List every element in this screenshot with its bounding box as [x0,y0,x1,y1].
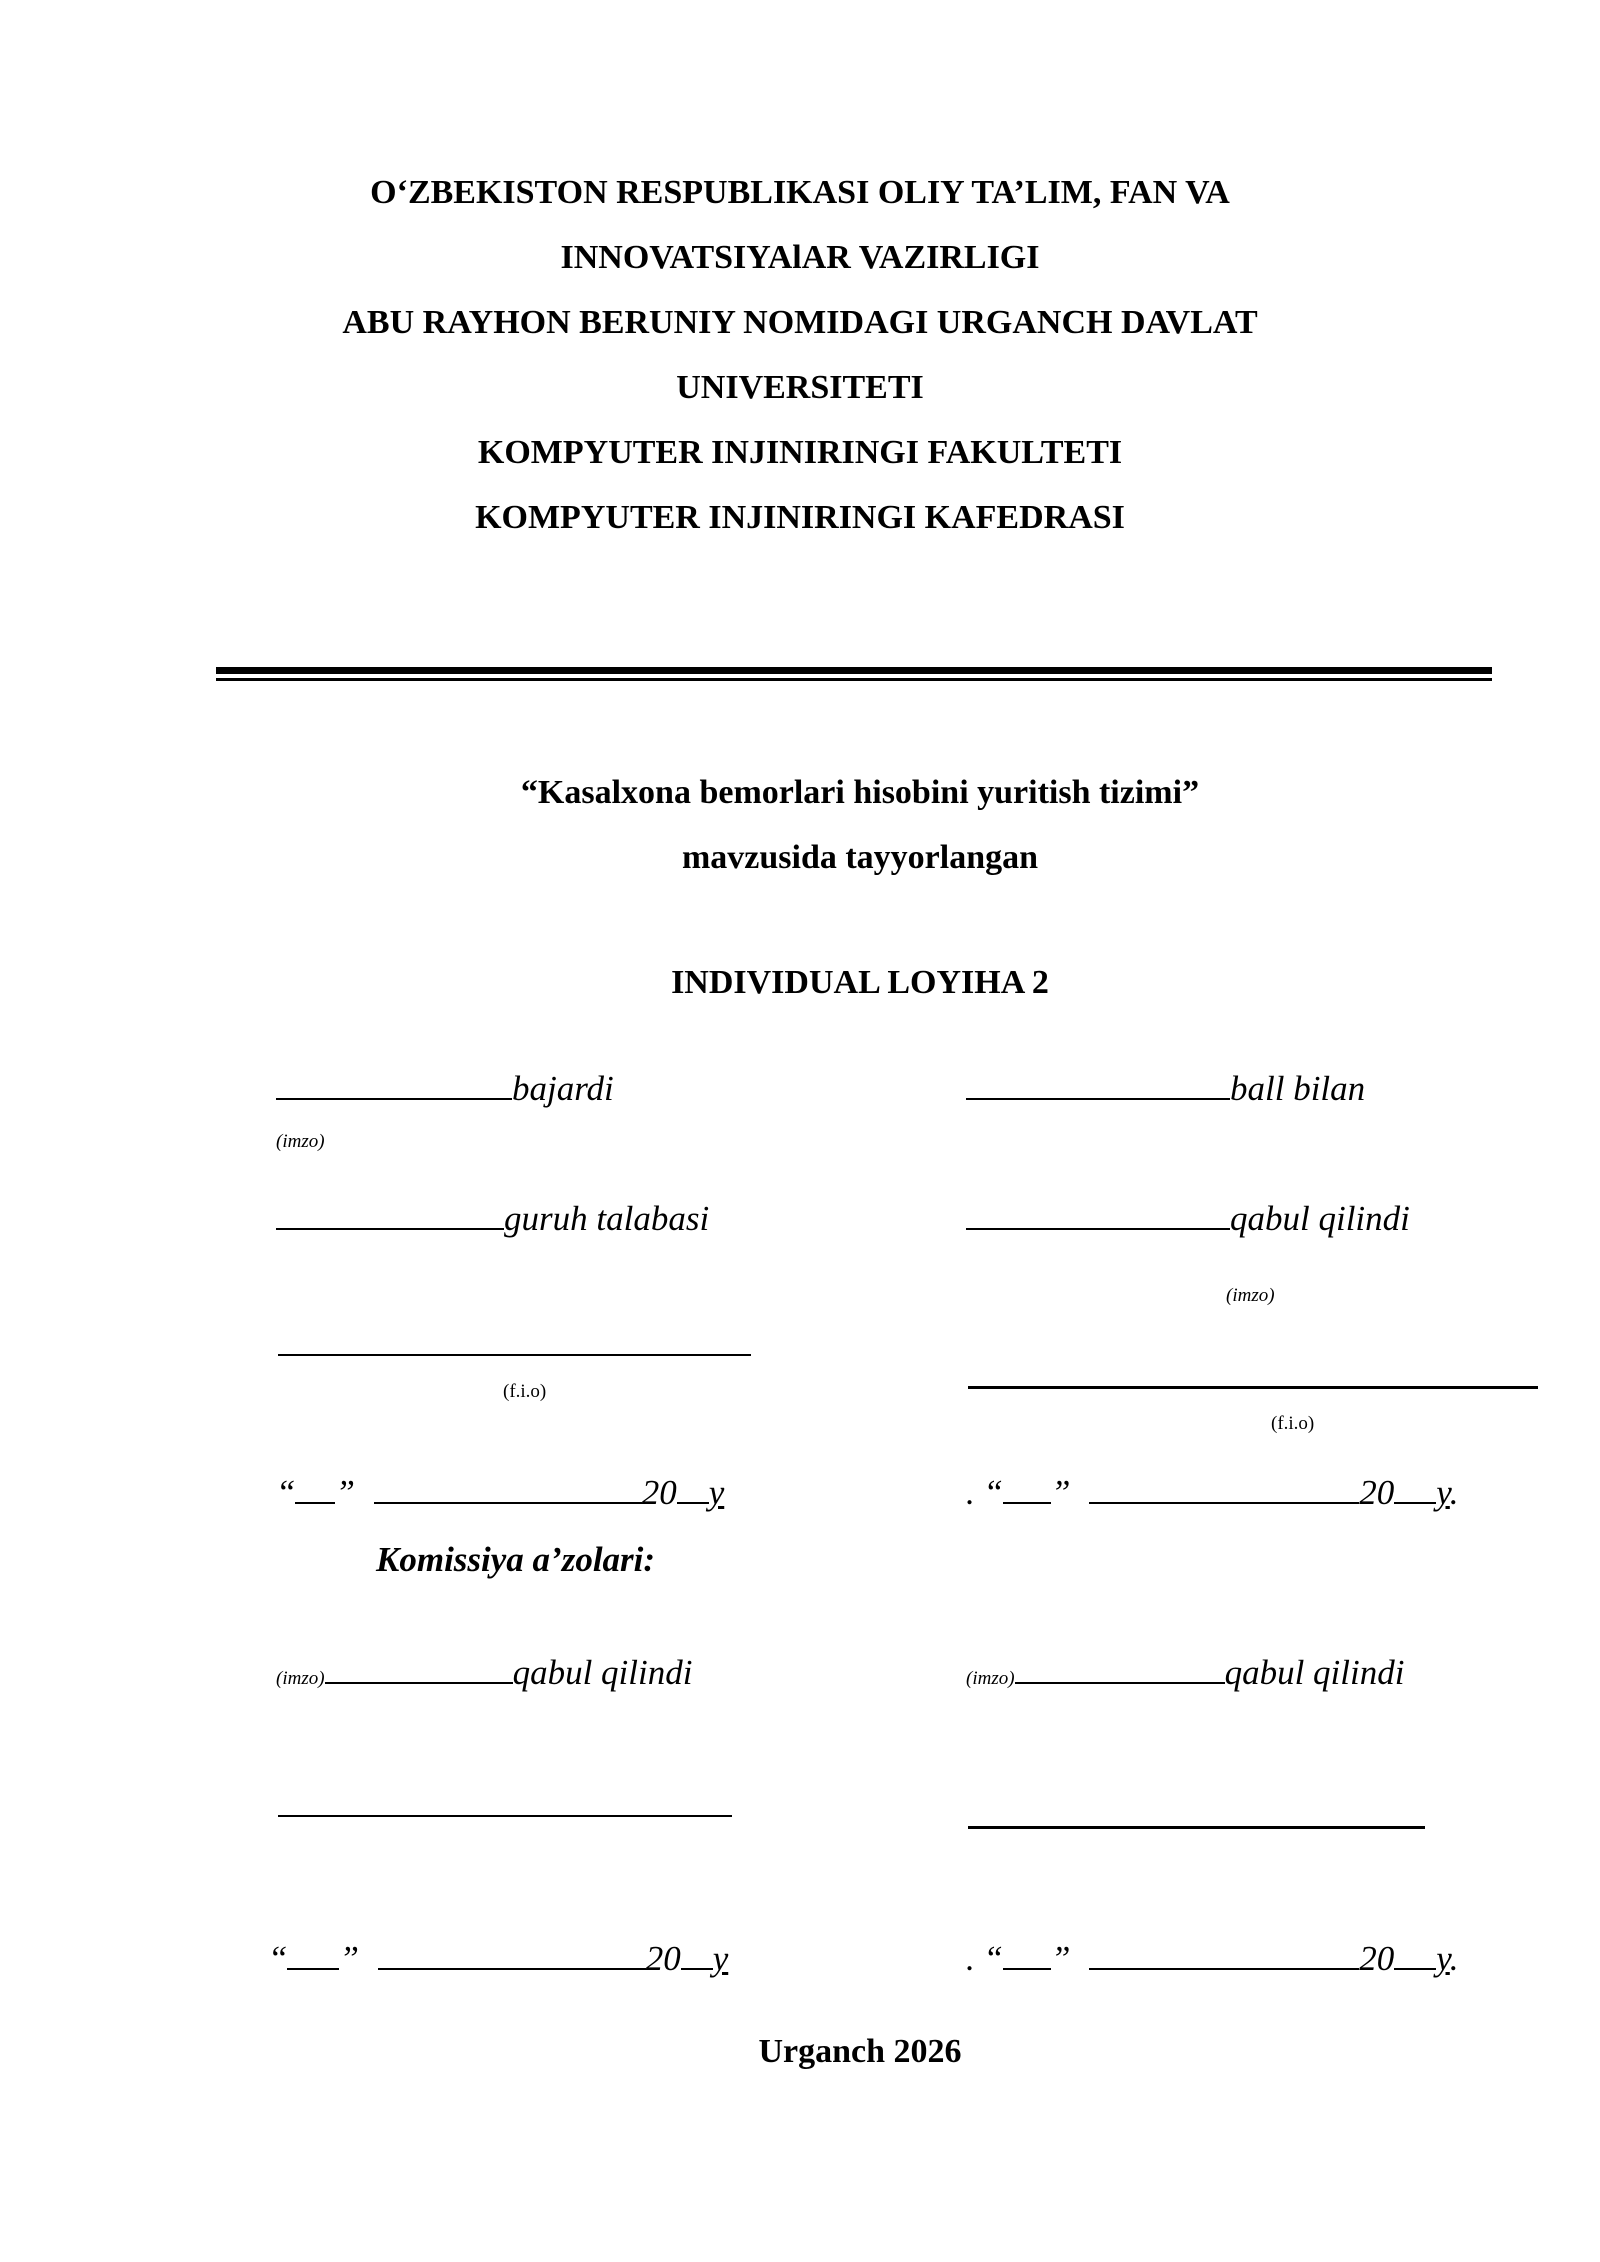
date-year: 20 [641,1473,677,1512]
date-month-blank [1089,1466,1359,1504]
header-line-5: KOMPYUTER INJINIRINGI FAKULTETI [477,434,1123,471]
date-open-quote: “ [268,1939,288,1978]
accepted-row [966,1192,1410,1241]
examiner-signature-note: (imzo) [1226,1285,1275,1306]
date-suffix: y [1436,1939,1450,1978]
commission-right-signature-note: (imzo) [966,1668,1015,1689]
date-year-blank [681,1932,713,1970]
ministry-header [0,160,1600,550]
score-row [966,1062,1365,1111]
group-blank [276,1192,504,1230]
examiner-fio-note: (f.i.o) [1271,1413,1315,1434]
performer-fio-note: (f.i.o) [503,1381,547,1402]
commission-left-date-row [268,1932,728,1981]
date-day-blank [1003,1932,1051,1970]
score-blank [966,1062,1230,1100]
date-open-quote: “ [276,1473,296,1512]
date-month-blank [374,1466,642,1504]
topic-title: “Kasalxona bemorlari hisobini yuritish tizimi” [520,774,1200,811]
header-line-3: ABU RAYHON BERUNIY NOMIDAGI URGANCH DAVLAT [342,304,1258,341]
date-prefix: . “ [966,1939,1003,1978]
document-type: INDIVIDUAL LOYIHA 2 [671,964,1049,1001]
header-line-2: INNOVATSIYAlAR VAZIRLIGI [560,239,1040,276]
header-line-4: UNIVERSITETI [676,369,924,406]
commission-right-name-line [968,1826,1425,1829]
commission-left-accepted-label: qabul qilindi [512,1653,693,1692]
performer-signature-note: (imzo) [276,1131,325,1152]
date-suffix: y [708,1473,725,1512]
date-year-blank [677,1466,709,1504]
commission-title: Komissiya a’zolari: [376,1540,656,1579]
date-suffix: y [712,1939,729,1978]
commission-right-blank [1015,1646,1225,1684]
topic-block [0,760,1600,890]
date-day-blank [295,1466,335,1504]
divider-thin [216,678,1492,681]
performer-name-line [278,1354,751,1356]
group-student-row [276,1192,709,1241]
topic-subtitle: mavzusida tayyorlangan [681,839,1039,876]
accepted-label: qabul qilindi [1230,1199,1410,1238]
accepted-blank [966,1192,1230,1230]
commission-left-name-line [278,1815,732,1817]
performed-label: bajardi [512,1069,614,1108]
group-student-label: guruh talabasi [504,1199,710,1238]
date-year-blank [1394,1932,1436,1970]
date-year: 20 [645,1939,681,1978]
city-year-footer: Urganch 2026 [758,2033,962,2070]
performed-row [276,1062,614,1111]
performed-blank [276,1062,512,1100]
commission-left-signature-note: (imzo) [276,1668,325,1689]
commission-right-accepted-row [966,1646,1404,1701]
performer-date-row [276,1466,724,1515]
header-line-6: KOMPYUTER INJINIRINGI KAFEDRASI [475,499,1125,536]
commission-left-accepted-row [276,1646,692,1701]
date-close-quote: ” [1050,1939,1071,1978]
examiner-date-row [966,1466,1459,1515]
date-day-blank [1003,1466,1051,1504]
header-line-1: O‘ZBEKISTON RESPUBLIKASI OLIY TA’LIM, FAN VA [370,174,1230,211]
examiner-name-line [968,1386,1538,1389]
date-year-blank [1394,1466,1436,1504]
commission-left-blank [325,1646,513,1684]
score-label: ball bilan [1230,1069,1366,1108]
divider-thick [216,667,1492,674]
date-close-quote: ” [1050,1473,1071,1512]
date-close-quote: ” [335,1473,355,1512]
date-prefix: . “ [966,1473,1003,1512]
date-month-blank [378,1932,646,1970]
date-end: . [1449,1473,1459,1512]
date-suffix: y [1436,1473,1450,1512]
date-close-quote: ” [339,1939,359,1978]
date-year: 20 [1359,1473,1395,1512]
date-day-blank [287,1932,339,1970]
date-month-blank [1089,1932,1359,1970]
date-year: 20 [1359,1939,1395,1978]
commission-right-date-row [966,1932,1459,1981]
date-end: . [1449,1939,1459,1978]
commission-right-accepted-label: qabul qilindi [1224,1653,1405,1692]
